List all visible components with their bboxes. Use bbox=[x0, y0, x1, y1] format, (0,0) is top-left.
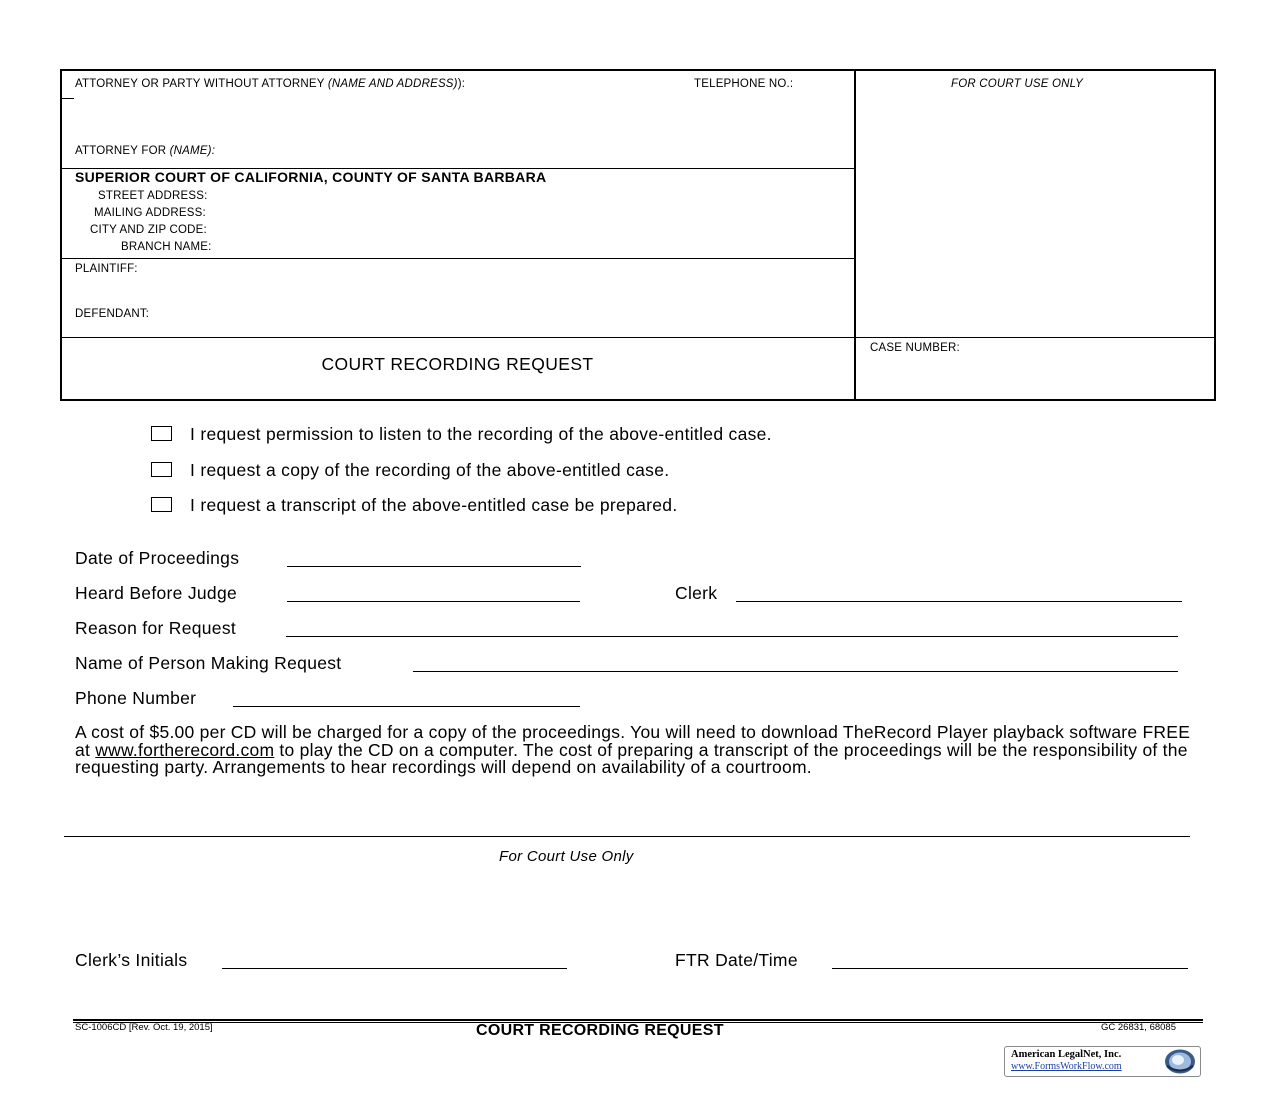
attorney-for-label: ATTORNEY FOR (NAME): bbox=[75, 145, 216, 157]
name-of-person-label: Name of Person Making Request bbox=[75, 653, 342, 673]
globe-icon bbox=[1163, 1048, 1197, 1075]
phone-number-label: Phone Number bbox=[75, 688, 197, 708]
transcript-label: I request a transcript of the above-entitled case be prepared. bbox=[190, 495, 678, 515]
fortherecord-link[interactable]: www.fortherecord.com bbox=[95, 739, 275, 760]
legalnet-name: American LegalNet, Inc. bbox=[1011, 1049, 1122, 1060]
form-title: COURT RECORDING REQUEST bbox=[321, 354, 594, 374]
transcript-checkbox[interactable] bbox=[151, 497, 172, 512]
for-court-use-heading: For Court Use Only bbox=[499, 848, 634, 865]
ftr-date-time-label: FTR Date/Time bbox=[675, 950, 798, 970]
plaintiff-label: PLAINTIFF: bbox=[75, 263, 138, 275]
branch-name-label: BRANCH NAME: bbox=[121, 241, 212, 253]
court-use-only-label: FOR COURT USE ONLY bbox=[951, 78, 1084, 90]
defendant-label: DEFENDANT: bbox=[75, 308, 150, 320]
clerks-initials-label: Clerk’s Initials bbox=[75, 950, 188, 970]
clerk-field[interactable] bbox=[736, 601, 1182, 602]
court-use-divider bbox=[64, 836, 1190, 837]
heard-before-judge-field[interactable] bbox=[287, 601, 580, 602]
court-name: SUPERIOR COURT OF CALIFORNIA, COUNTY OF SANTA BARBARA bbox=[75, 169, 547, 185]
copy-checkbox[interactable] bbox=[151, 462, 172, 477]
form-number: SC-1006CD [Rev. Oct. 19, 2015] bbox=[75, 1022, 213, 1033]
date-of-proceedings-label: Date of Proceedings bbox=[75, 548, 240, 568]
footer-title: COURT RECORDING REQUEST bbox=[476, 1022, 724, 1039]
reason-for-request-label: Reason for Request bbox=[75, 618, 237, 638]
clerk-label: Clerk bbox=[675, 583, 718, 603]
cost-notice: A cost of $5.00 per CD will be charged for a copy of the proceedings. You will need to download TheRecord Player playback software FREE at www.fortherecord.com to play the CD on a computer. The cost of preparing a transcript of the proceedings will be the responsibility of the requesting party. Arrangements to hear recordings will depend on availability of a courtroom. bbox=[75, 722, 1191, 777]
listen-label: I request permission to listen to the recording of the above-entitled case. bbox=[190, 424, 772, 444]
heard-before-judge-label: Heard Before Judge bbox=[75, 583, 238, 603]
street-address-label: STREET ADDRESS: bbox=[98, 190, 208, 202]
mailing-address-label: MAILING ADDRESS: bbox=[94, 207, 206, 219]
legalnet-badge[interactable] bbox=[1004, 1046, 1201, 1077]
footer-rule-top bbox=[73, 1019, 1203, 1021]
date-of-proceedings-field[interactable] bbox=[287, 566, 581, 567]
code-reference: GC 26831, 68085 bbox=[1101, 1022, 1177, 1033]
name-of-person-field[interactable] bbox=[413, 671, 1178, 672]
case-number-label: CASE NUMBER: bbox=[870, 342, 960, 354]
attorney-label: ATTORNEY OR PARTY WITHOUT ATTORNEY (NAME AND ADDRESS)): bbox=[75, 78, 466, 90]
telephone-label: TELEPHONE NO.: bbox=[694, 78, 794, 90]
ftr-date-time-field[interactable] bbox=[832, 968, 1188, 969]
legalnet-url[interactable]: www.FormsWorkFlow.com bbox=[1011, 1061, 1122, 1072]
listen-checkbox[interactable] bbox=[151, 426, 172, 441]
copy-label: I request a copy of the recording of the above-entitled case. bbox=[190, 460, 670, 480]
clerks-initials-field[interactable] bbox=[222, 968, 567, 969]
reason-for-request-field[interactable] bbox=[286, 636, 1178, 637]
city-zip-label: CITY AND ZIP CODE: bbox=[90, 224, 207, 236]
phone-number-field[interactable] bbox=[233, 706, 580, 707]
